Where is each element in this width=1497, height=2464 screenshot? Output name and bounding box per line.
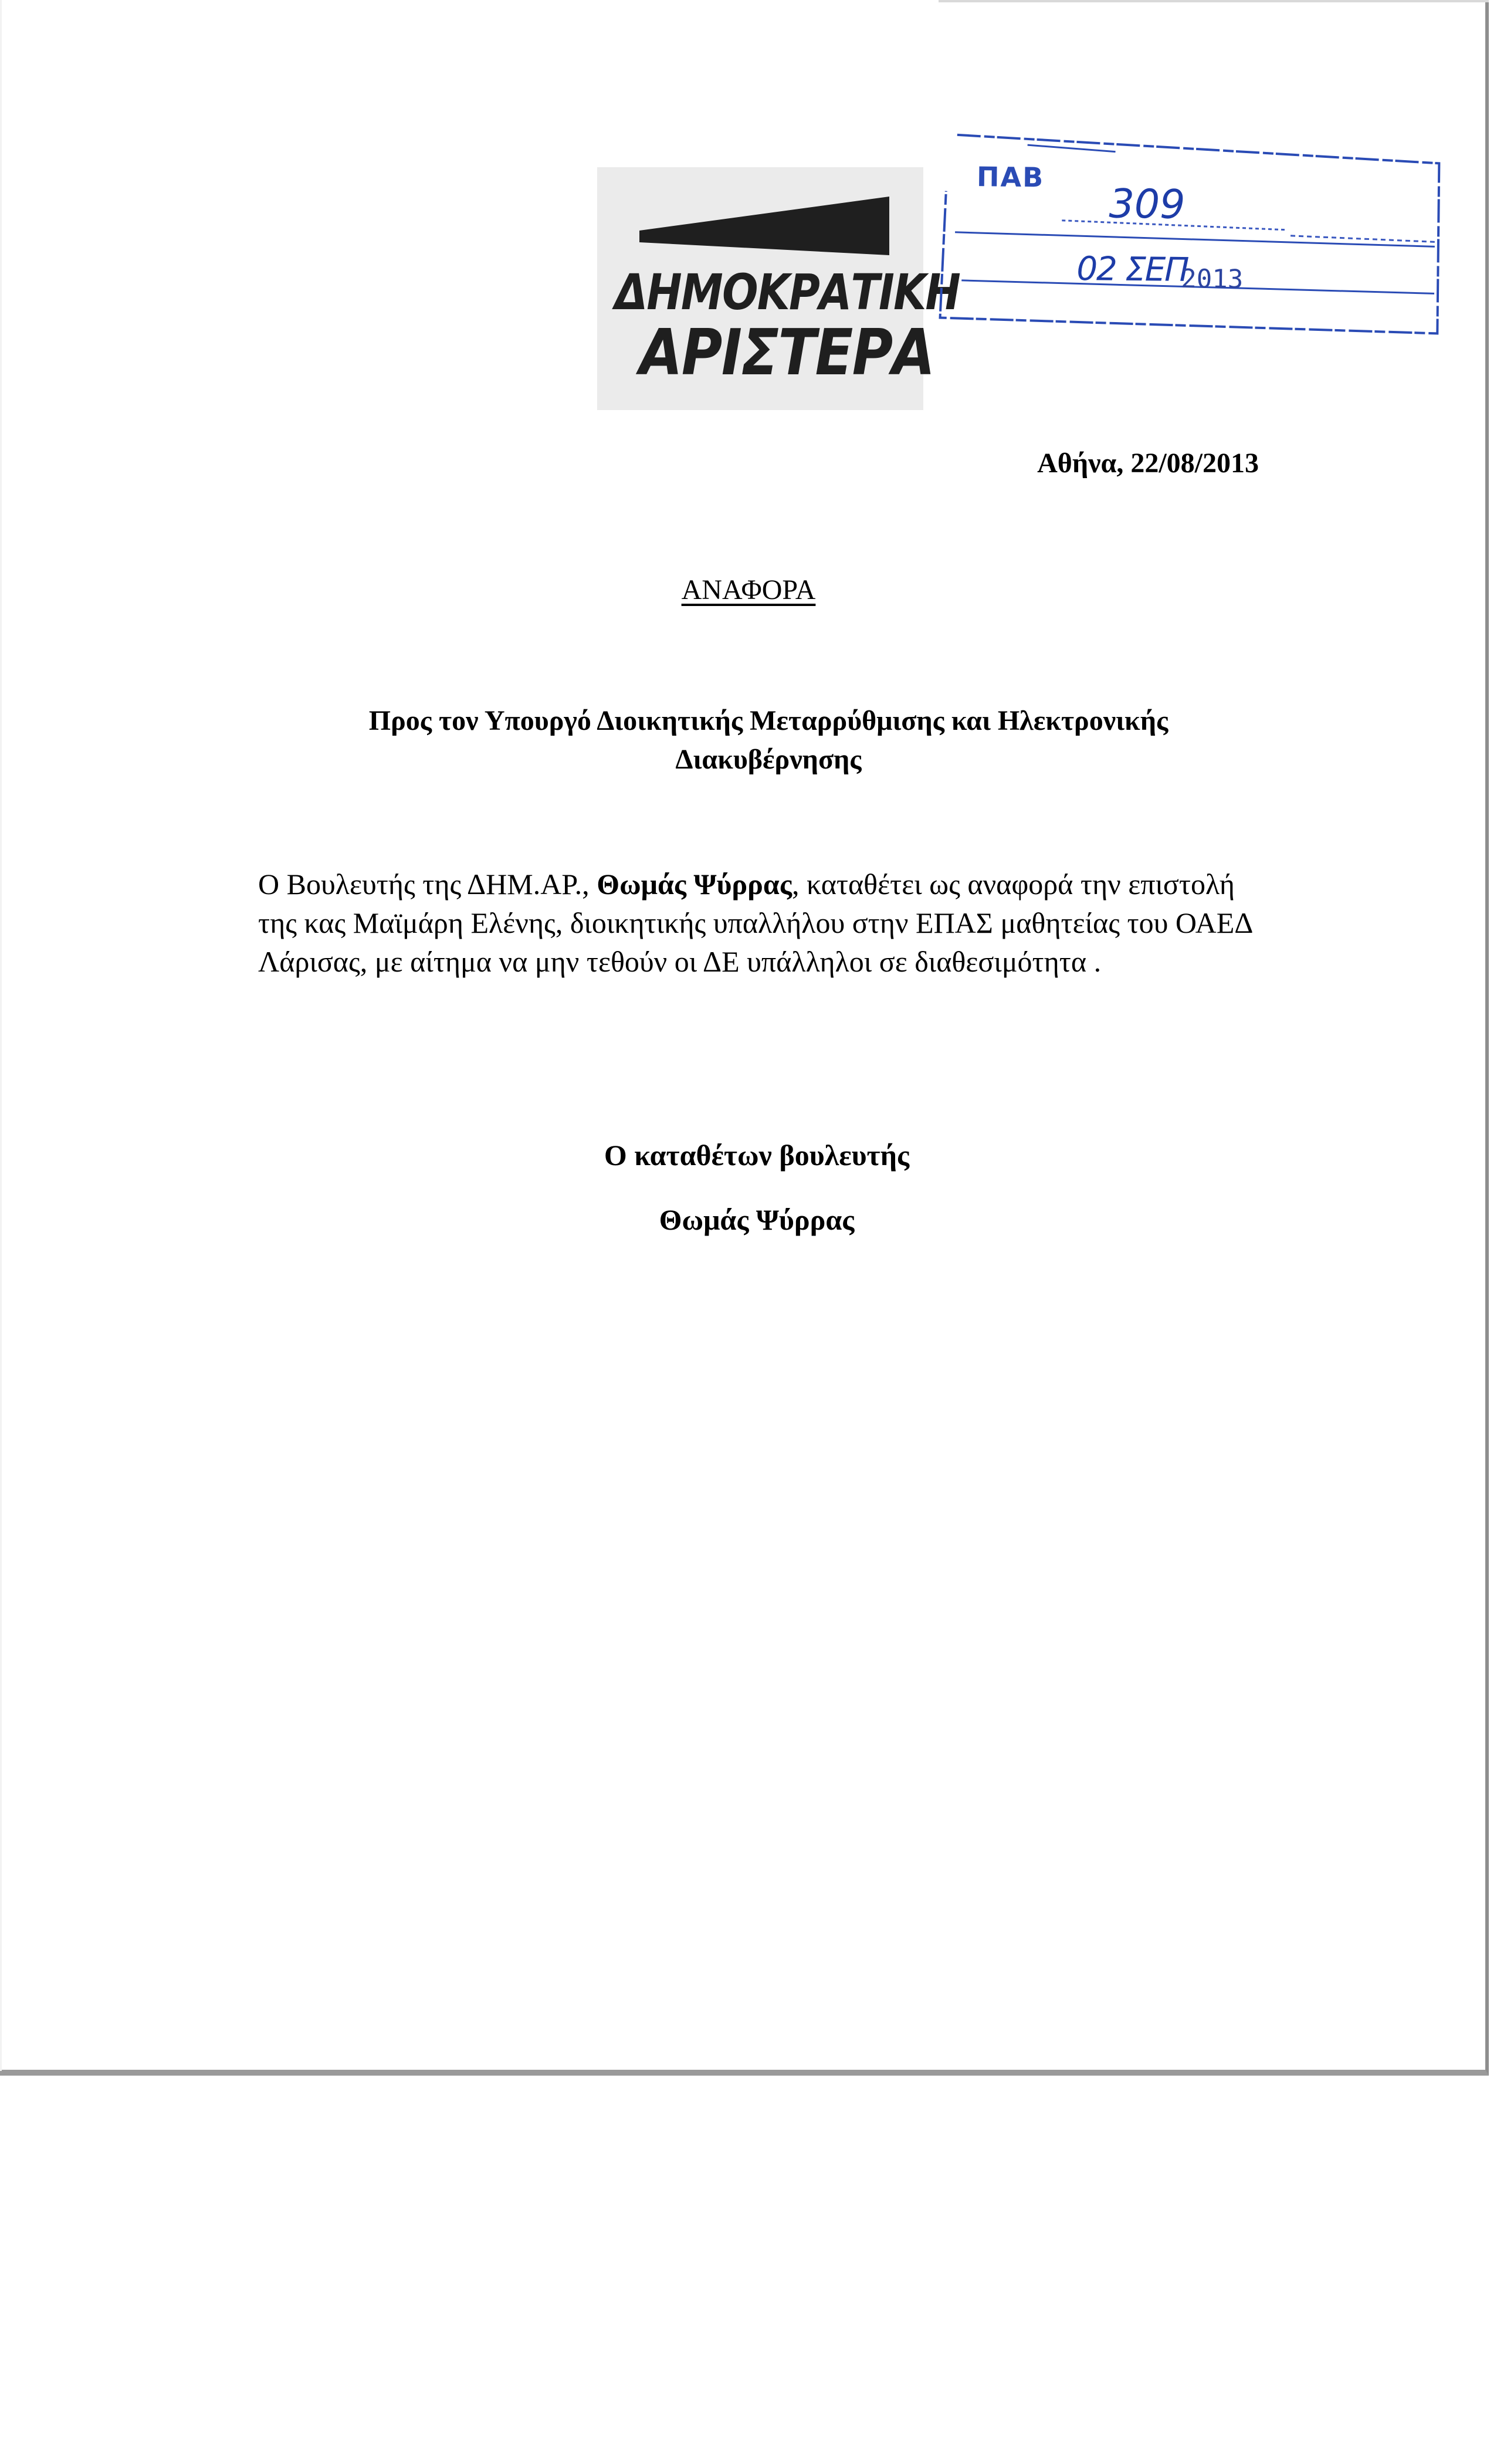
logo-text-line2: ΑΡΙΣΤΕΡΑ bbox=[639, 316, 934, 390]
stamp-year: 2013 bbox=[1180, 263, 1244, 295]
place-and-date: Αθήνα, 22/08/2013 bbox=[1037, 448, 1259, 479]
registration-stamp bbox=[937, 133, 1443, 343]
stamp-label: ΠΑΒ bbox=[976, 161, 1045, 194]
document-title: ΑΝΑΦΟΡΑ bbox=[681, 574, 816, 605]
signature-title: Ο καταθέτων βουλευτής bbox=[604, 1139, 910, 1172]
stamp-date: 02 ΣΕΠ bbox=[1076, 249, 1188, 289]
recipient-line: Προς τον Υπουργό Διοικητικής Μεταρρύθμισης και Ηλεκτρονικής Διακυβέρνησης bbox=[368, 705, 1169, 775]
body-mp-name: Θωμάς Ψύρρας bbox=[597, 868, 792, 901]
body-paragraph bbox=[258, 865, 1279, 981]
body-text-rest: , καταθέτει ως αναφορά την επιστολή της κας Μαϊμάρη Ελένης, διοικητικής υπαλλήλου στην ΕΠΑΣ μαθητείας του ΟΑΕΔ Λάρισας, με αίτημα να μην τεθούν οι ΔΕ υπάλληλοι σε διαθεσιμότητα . bbox=[258, 868, 1252, 978]
logo-text-line1: ΔΗΜΟΚΡΑΤΙΚΗ bbox=[615, 263, 960, 321]
stamp-protocol-number: 309 bbox=[1109, 181, 1186, 228]
body-text-prefix: Ο Βουλευτής της ΔΗΜ.ΑΡ., bbox=[258, 868, 597, 901]
logo-arrow-icon bbox=[628, 192, 897, 256]
scan-edge-top bbox=[939, 0, 1489, 2]
scan-edge-left bbox=[0, 0, 2, 2071]
signature-name: Θωμάς Ψύρρας bbox=[659, 1203, 855, 1236]
party-logo bbox=[597, 167, 960, 410]
